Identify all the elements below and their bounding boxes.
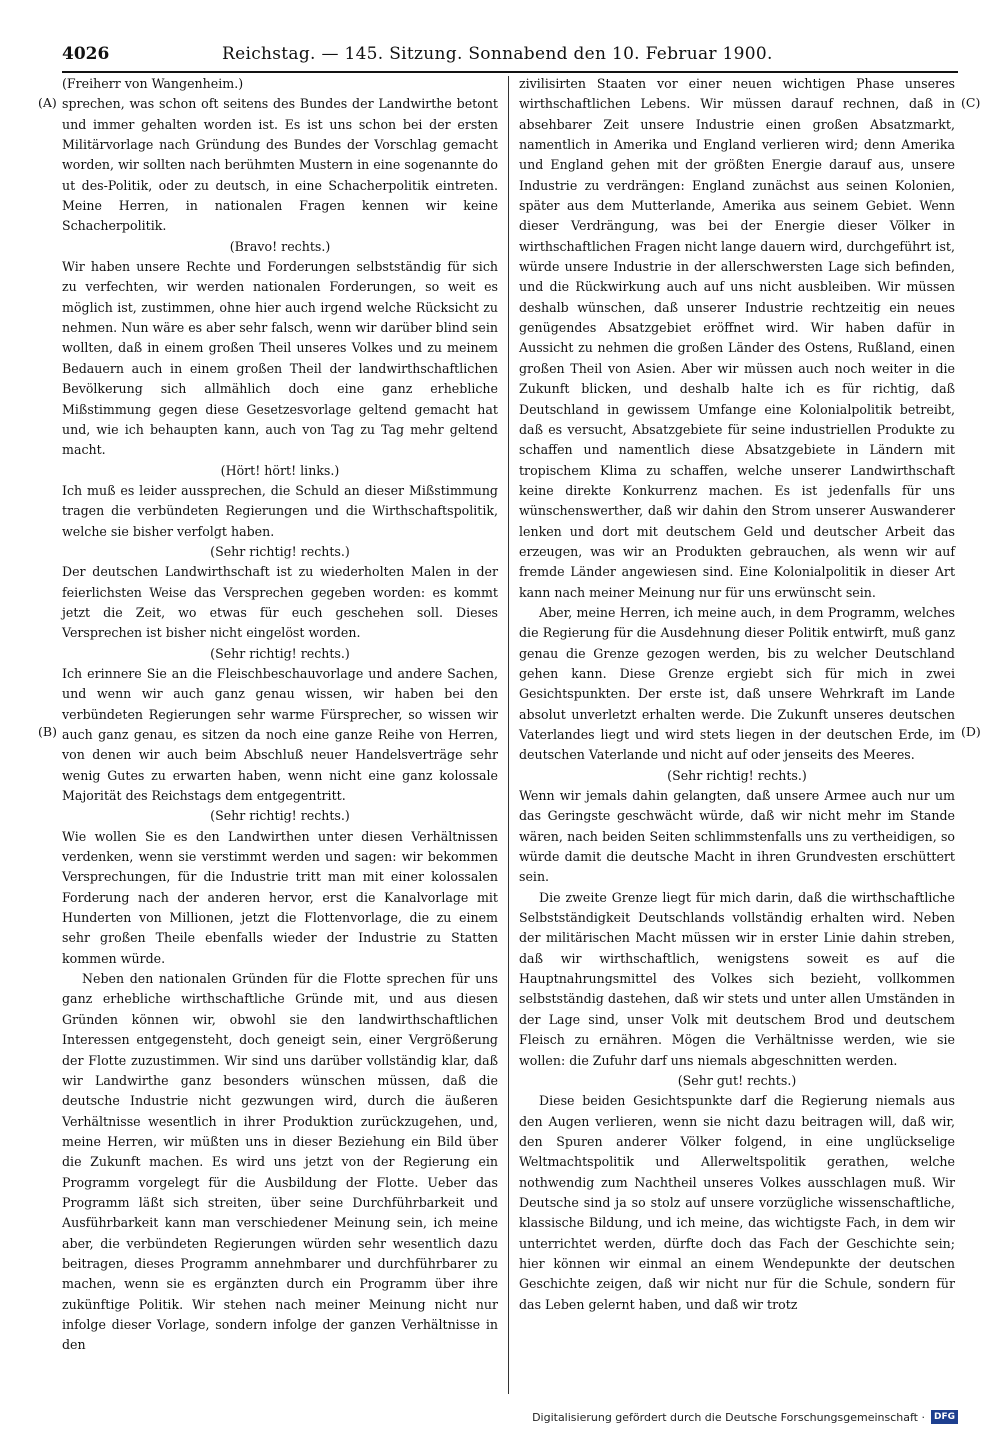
paragraph: Aber, meine Herren, ich meine auch, in dem Programm, welches die Regierung für die Ausdehnung dieser Politik entwirft, muß ganz genau die Grenze gezogen werden, bis zu welcher Deutschland gehen kann. Diese Grenze ergiebt sich für mich in zwei Gesichtspunkten. Der erste ist, daß unsere Wehrkraft im Lande absolut unverletzt erhalten werde. Die Zukunft unseres deutschen Vaterlandes liegt und wird stets liegen in der deutschen Erde, im deutschen Vaterlande und nicht auf oder jenseits des Meeres. bbox=[519, 604, 955, 763]
header-rule bbox=[62, 71, 958, 73]
paragraph: Neben den nationalen Gründen für die Flotte sprechen für uns ganz erhebliche wirthschaftliche Gründe mit, und aus diesen Gründen können wir, obwohl sie den landwirthschaftlichen Interessen entgegensteht, doch geneigt sein, einer Vergrößerung der Flotte zuzustimmen. Wir sind uns darüber vollständig klar, daß wir Landwirthe ganz besonders wünschen müssen, daß die deutsche Industrie nicht gezwungen wird, durch die äußeren Verhältnisse wesentlich in ihrer Produktion zurückzugehen, und, meine Herren, wir müßten uns in dieser Beziehung ein Bild über die Zukunft machen. Es wird uns jetzt von der Regierung ein Programm vorgelegt für die Ausbildung der Flotte. Ueber das Programm läßt sich streiten, über seine Durchführbarkeit und Ausführbarkeit kann man verschiedener Meinung sein, ich meine aber, die verbündeten Regierungen würden sehr wesentlich dazu beitragen, dieses Programm annehmbarer und durchführbarer zu machen, wenn sie es ergänzten durch ein Programm über ihre zukünftige Politik. Wir stehen nach meiner Meinung nicht nur infolge dieser Vorlage, sondern infolge der ganzen Verhältnisse in den bbox=[62, 971, 498, 1353]
right-column bbox=[519, 74, 955, 1315]
paragraph: Der deutschen Landwirthschaft ist zu wiederholten Malen in der feierlichsten Weise das Versprechen gegeben worden: es kommt jetzt die Zeit, wo etwas für euch geschehen soll. Dieses Versprechen ist bisher nicht eingelöst worden. bbox=[62, 564, 498, 641]
paragraph: Wir haben unsere Rechte und Forderungen selbstständig für sich zu verfechten, wir werden nationalen Forderungen, so weit es möglich ist, zustimmen, ohne hier auch irgend welche Rücksicht zu nehmen. Nun wäre es aber sehr falsch, wenn wir darüber blind sein wollten, daß in einem großen Theil unseres Volkes und zu meinem Bedauern auch in einem großen Theil der landwirthschaftlichen Bevölkerung sich allmählich doch eine ganz erhebliche Mißstimmung gegen diese Gesetzesvorlage geltend gemacht hat und, wie ich behaupten kann, auch von Tag zu Tag mehr geltend macht. bbox=[62, 259, 498, 458]
paragraph: Ich muß es leider aussprechen, die Schuld an dieser Mißstimmung tragen die verbündeten Regierungen und die Wirthschaftspolitik, welche sie bisher verfolgt haben. bbox=[62, 482, 498, 539]
paragraph: Wenn wir jemals dahin gelangten, daß unsere Armee auch nur um das Geringste geschwächt würde, daß wir nicht mehr im Stande wären, nach beiden Seiten schlimmstenfalls uns zu vertheidigen, so würde damit die deutsche Macht in ihren Grundvesten erschüttert sein. bbox=[519, 788, 955, 885]
margin-marker-c: (C) bbox=[961, 95, 981, 110]
margin-marker-a: (A) bbox=[38, 95, 57, 110]
speaker-label: (Freiherr von Wangenheim.) bbox=[62, 76, 244, 91]
paragraph: sprechen, was schon oft seitens des Bundes der Landwirthe betont und immer gehalten worden ist. Es ist uns schon bei der ersten Militärvorlage nach Gründung des Bundes der Vorschlag gemacht worden, wir sollten nach berühmten Mustern in eine sogenannte do ut des-Politik, oder zu deutsch, in eine Schacherpolitik eintreten. Meine Herren, in nationalen Fragen kennen wir keine Schacherpolitik. bbox=[62, 96, 498, 234]
dfg-logo: DFG bbox=[931, 1410, 958, 1424]
interjection: (Sehr gut! rechts.) bbox=[677, 1072, 797, 1088]
footer-credit: Digitalisierung gefördert durch die Deutsche Forschungsgemeinschaft · bbox=[532, 1410, 925, 1424]
interjection: (Sehr richtig! rechts.) bbox=[210, 808, 350, 824]
page-header bbox=[62, 44, 958, 68]
column-divider bbox=[508, 76, 509, 1394]
running-head: Reichstag. — 145. Sitzung. Sonnabend den 10. Februar 1900. bbox=[222, 44, 773, 64]
interjection: (Bravo! rechts.) bbox=[229, 238, 331, 254]
page-footer bbox=[532, 1410, 958, 1424]
margin-marker-d: (D) bbox=[961, 724, 981, 739]
paragraph: Wie wollen Sie es den Landwirthen unter diesen Verhältnissen verdenken, wenn sie verstimmt werden und sagen: wir bekommen Versprechungen, für die Industrie tritt man mit einer kolossalen Forderung nach der anderen hervor, erst die Kanalvorlage mit Hunderten von Millionen, jetzt die Flottenvorlage, die zu einem sehr großen Theile ebenfalls wieder der Industrie zu Statten kommen würde. bbox=[62, 828, 498, 966]
paragraph: zivilisirten Staaten vor einer neuen wichtigen Phase unseres wirthschaftlichen Lebens. Wir müssen darauf rechnen, daß in absehbarer Zeit unsere Industrie einen großen Absatzmarkt, namentlich in Amerika und England verlieren wird; denn Amerika und England gehen mit der größten Energie darauf aus, unsere Industrie zu verdrängen: England zunächst aus seinen Kolonien, später aus dem Mutterlande, Amerika aus seinem Gebiet. Wenn dieser Verdrängung, was bei der Energie dieser Völker in wirthschaftlichen Fragen nicht lange dauern wird, durchgeführt ist, würde unsere Industrie in der allerschwersten Lage sich befinden, und die Rückwirkung auch auf uns nicht ausbleiben. Wir müssen deshalb wünschen, daß unserer Industrie rechtzeitig ein neues genügendes Absatzgebiet eröffnet wird. Wir haben dafür in Aussicht zu nehmen die großen Länder des Ostens, Rußland, einen großen Theil von Asien. Aber wir müssen auch noch weiter in die Zukunft blicken, und deshalb halte ich es für richtig, daß Deutschland in gewissem Umfange eine Kolonialpolitik betreibt, daß es versucht, Absatzgebiete für seine industriellen Produkte zu schaffen und namentlich diese Absatzgebiete in Ländern mit tropischem Klima zu schaffen, welche unserer Landwirthschaft keine direkte Konkurrenz machen. Es ist jedenfalls für uns wünschenswerther, daß wir dahin den Strom unserer Auswanderer lenken und dort mit deutschem Geld und deutscher Arbeit das erzeugen, was wir an Produkten gebrauchen, als wenn wir auf fremde Länder angewiesen sind. Eine Kolonialpolitik in dieser Art kann nach meiner Meinung nur für uns erwünscht sein. bbox=[519, 76, 955, 600]
left-column bbox=[62, 74, 498, 1356]
paragraph: Die zweite Grenze liegt für mich darin, daß die wirthschaftliche Selbstständigkeit Deutschlands vollständig erhalten wird. Neben der militärischen Macht müssen wir in erster Linie dahin streben, daß wir wirthschaftlich, wenigstens soweit es auf die Hauptnahrungsmittel des Volkes sich bezieht, vollkommen selbstständig dastehen, daß wir stets und unter allen Umständen in der Lage sind, unser Volk mit deutschem Brod und deutschem Fleisch zu ernähren. Mögen die Verhältnisse werden, wie sie wollen: die Zufuhr darf uns niemals abgeschnitten werden. bbox=[519, 889, 955, 1068]
paragraph: Ich erinnere Sie an die Fleischbeschauvorlage und andere Sachen, und wenn wir auch ganz genau wissen, wir haben bei den verbündeten Regierungen sehr warme Fürsprecher, so wissen wir auch ganz genau, es sitzen da noch eine ganze Reihe von Herren, von denen wir auch beim Abschluß neuer Handelsverträge sehr wenig Gutes zu erwarten haben, wenn nicht eine ganz kolossale Majorität des Reichstags dem entgegentritt. bbox=[62, 665, 498, 804]
interjection: (Hört! hört! links.) bbox=[220, 462, 340, 478]
interjection: (Sehr richtig! rechts.) bbox=[210, 543, 350, 559]
interjection: (Sehr richtig! rechts.) bbox=[210, 645, 350, 661]
margin-marker-b: (B) bbox=[38, 724, 57, 739]
page-number: 4026 bbox=[62, 44, 110, 64]
paragraph: Diese beiden Gesichtspunkte darf die Regierung niemals aus den Augen verlieren, wenn sie nicht dazu beitragen will, daß wir, den Spuren anderer Völker folgend, in eine unglückselige Weltmachtspolitik und Allerweltspolitik gerathen, welche nothwendig zum Nachtheil unseres Volkes ausschlagen muß. Wir Deutsche sind ja so stolz auf unsere vorzügliche wissenschaftliche, klassische Bildung, und ich meine, das wichtigste Fach, in dem wir unterrichtet werden, dürfte doch das Fach der Geschichte sein; hier können wir einmal an einem Wendepunkte der deutschen Geschichte zeigen, daß wir nicht nur für die Schule, sondern für das Leben gelernt haben, und daß wir trotz bbox=[519, 1093, 955, 1312]
interjection: (Sehr richtig! rechts.) bbox=[667, 767, 807, 783]
